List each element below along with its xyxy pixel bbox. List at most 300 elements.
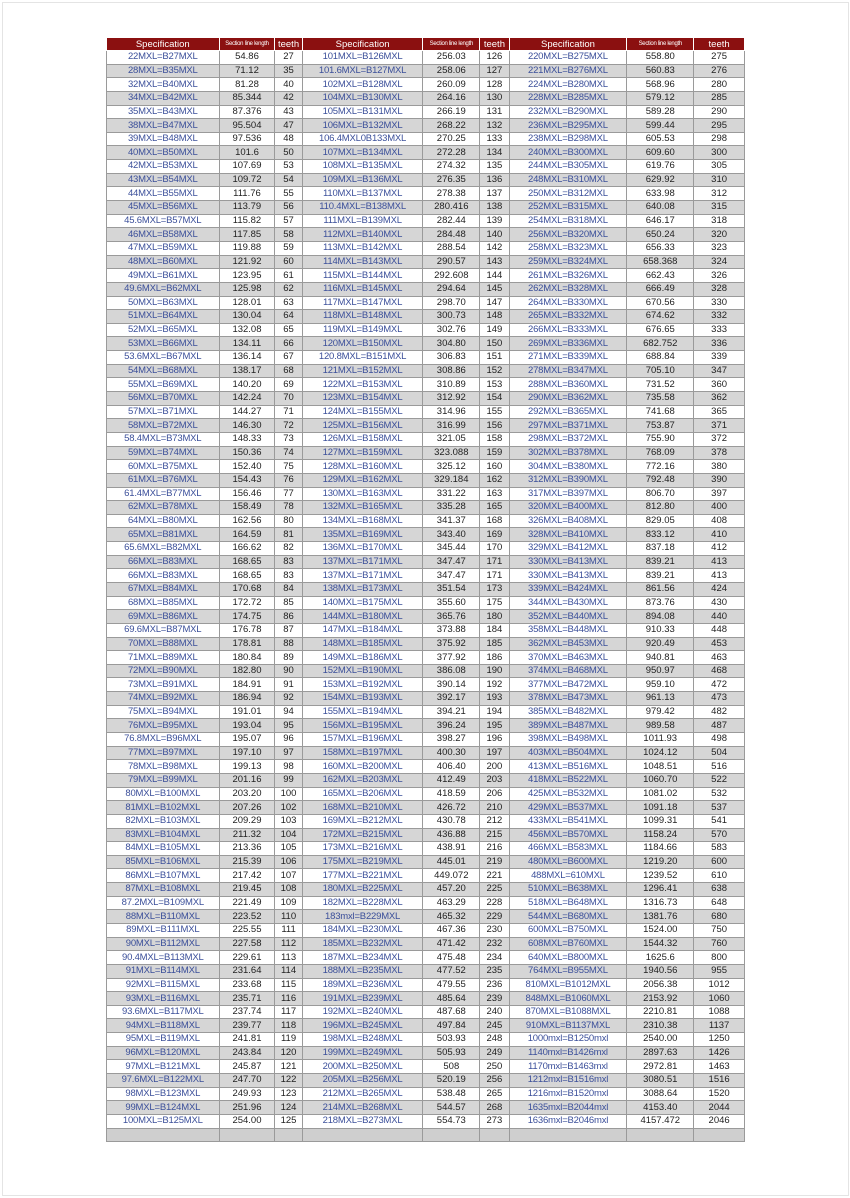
- table-row: [107, 405, 745, 419]
- table-row: [107, 746, 745, 760]
- length-cell: 144.27: [219, 405, 275, 419]
- table-row: [107, 924, 745, 938]
- teeth-cell: 638: [694, 883, 745, 897]
- spec-cell: 1216mxl=B1520mxl: [509, 1087, 627, 1101]
- length-cell: 430.78: [423, 814, 480, 828]
- teeth-cell: 119: [275, 1033, 302, 1047]
- teeth-cell: 203: [480, 773, 509, 787]
- spec-cell: 398MXL=B498MXL: [509, 733, 627, 747]
- teeth-cell: 152: [480, 364, 509, 378]
- spec-cell: 199MXL=B249MXL: [302, 1046, 423, 1060]
- length-cell: 278.38: [423, 187, 480, 201]
- spec-cell: 106.4MXL0B133MXL: [302, 132, 423, 146]
- length-cell: 221.49: [219, 896, 275, 910]
- spec-cell: 109MXL=B136MXL: [302, 173, 423, 187]
- teeth-cell: 143: [480, 255, 509, 269]
- spec-cell: 326MXL=B408MXL: [509, 514, 627, 528]
- teeth-cell: 59: [275, 241, 302, 255]
- table-row: [107, 569, 745, 583]
- spec-cell: 140MXL=B175MXL: [302, 596, 423, 610]
- length-cell: 217.42: [219, 869, 275, 883]
- table-row: [107, 842, 745, 856]
- teeth-cell: 135: [480, 160, 509, 174]
- spec-cell: 118MXL=B148MXL: [302, 310, 423, 324]
- length-cell: 290.57: [423, 255, 480, 269]
- spec-cell: 137MXL=B171MXL: [302, 555, 423, 569]
- spec-cell: 147MXL=B184MXL: [302, 623, 423, 637]
- length-cell: 172.72: [219, 596, 275, 610]
- length-cell: 1024.12: [627, 746, 694, 760]
- spec-cell: 81MXL=B102MXL: [107, 801, 220, 815]
- length-cell: 351.54: [423, 582, 480, 596]
- teeth-cell: 206: [480, 787, 509, 801]
- spec-cell: 352MXL=B440MXL: [509, 610, 627, 624]
- length-cell: 989.58: [627, 719, 694, 733]
- empty-row: [107, 1128, 745, 1142]
- teeth-cell: 487: [694, 719, 745, 733]
- length-cell: 258.06: [423, 64, 480, 78]
- spec-cell: 58MXL=B72MXL: [107, 419, 220, 433]
- teeth-cell: 68: [275, 364, 302, 378]
- teeth-cell: 240: [480, 1005, 509, 1019]
- teeth-cell: 275: [694, 51, 745, 65]
- length-cell: 4157.472: [627, 1114, 694, 1128]
- spec-cell: 157MXL=B196MXL: [302, 733, 423, 747]
- length-cell: 355.60: [423, 596, 480, 610]
- length-cell: 4153.40: [627, 1101, 694, 1115]
- spec-cell: 429MXL=B537MXL: [509, 801, 627, 815]
- table-row: [107, 460, 745, 474]
- teeth-cell: 498: [694, 733, 745, 747]
- teeth-cell: 280: [694, 78, 745, 92]
- teeth-cell: 248: [480, 1033, 509, 1047]
- teeth-cell: 105: [275, 842, 302, 856]
- spec-cell: 262MXL=B328MXL: [509, 282, 627, 296]
- spec-cell: 290MXL=B362MXL: [509, 392, 627, 406]
- table-row: [107, 869, 745, 883]
- spec-cell: 84MXL=B105MXL: [107, 842, 220, 856]
- spec-cell: 339MXL=B424MXL: [509, 582, 627, 596]
- teeth-cell: 140: [480, 228, 509, 242]
- length-cell: 487.68: [423, 1005, 480, 1019]
- length-cell: 201.16: [219, 773, 275, 787]
- teeth-cell: 760: [694, 937, 745, 951]
- teeth-cell: 380: [694, 460, 745, 474]
- teeth-cell: 107: [275, 869, 302, 883]
- spec-cell: 330MXL=B413MXL: [509, 569, 627, 583]
- spec-cell: 62MXL=B78MXL: [107, 501, 220, 515]
- spec-cell: 1170mxl=B1463mxl: [509, 1060, 627, 1074]
- teeth-cell: 390: [694, 473, 745, 487]
- spec-cell: 149MXL=B186MXL: [302, 651, 423, 665]
- spec-cell: 112MXL=B140MXL: [302, 228, 423, 242]
- teeth-cell: 318: [694, 214, 745, 228]
- length-cell: 109.72: [219, 173, 275, 187]
- spec-cell: 101.6MXL=B127MXL: [302, 64, 423, 78]
- spec-cell: 220MXL=B275MXL: [509, 51, 627, 65]
- spec-cell: 115MXL=B144MXL: [302, 269, 423, 283]
- teeth-cell: 273: [480, 1114, 509, 1128]
- teeth-cell: 504: [694, 746, 745, 760]
- length-cell: 335.28: [423, 501, 480, 515]
- teeth-cell: 92: [275, 692, 302, 706]
- teeth-cell: 256: [480, 1074, 509, 1088]
- spec-cell: 137MXL=B171MXL: [302, 569, 423, 583]
- teeth-cell: 114: [275, 964, 302, 978]
- teeth-cell: 184: [480, 623, 509, 637]
- spec-cell: 192MXL=B240MXL: [302, 1005, 423, 1019]
- spec-cell: 106MXL=B132MXL: [302, 119, 423, 133]
- length-cell: 316.99: [423, 419, 480, 433]
- teeth-cell: 131: [480, 105, 509, 119]
- table-row: [107, 160, 745, 174]
- length-cell: 166.62: [219, 542, 275, 556]
- table-row: [107, 1033, 745, 1047]
- teeth-cell: 75: [275, 460, 302, 474]
- length-cell: 633.98: [627, 187, 694, 201]
- table-row: [107, 310, 745, 324]
- spec-cell: 177MXL=B221MXL: [302, 869, 423, 883]
- length-cell: 436.88: [423, 828, 480, 842]
- table-row: [107, 855, 745, 869]
- length-cell: 314.96: [423, 405, 480, 419]
- spec-cell: 93.6MXL=B117MXL: [107, 1005, 220, 1019]
- spec-cell: 297MXL=B371MXL: [509, 419, 627, 433]
- spec-cell: 93MXL=B116MXL: [107, 992, 220, 1006]
- length-cell: 272.28: [423, 146, 480, 160]
- spec-cell: 608MXL=B760MXL: [509, 937, 627, 951]
- teeth-cell: 397: [694, 487, 745, 501]
- length-cell: 251.96: [219, 1101, 275, 1115]
- spec-cell: 185MXL=B232MXL: [302, 937, 423, 951]
- spec-cell: 191MXL=B239MXL: [302, 992, 423, 1006]
- spec-cell: 92MXL=B115MXL: [107, 978, 220, 992]
- teeth-cell: 800: [694, 951, 745, 965]
- teeth-cell: 522: [694, 773, 745, 787]
- empty-cell: [509, 1128, 627, 1142]
- spec-cell: 90MXL=B112MXL: [107, 937, 220, 951]
- table-row: [107, 446, 745, 460]
- teeth-cell: 94: [275, 705, 302, 719]
- length-cell: 111.76: [219, 187, 275, 201]
- teeth-cell: 61: [275, 269, 302, 283]
- teeth-cell: 1516: [694, 1074, 745, 1088]
- length-cell: 292.608: [423, 269, 480, 283]
- teeth-cell: 680: [694, 910, 745, 924]
- spec-cell: 117MXL=B147MXL: [302, 296, 423, 310]
- length-cell: 812.80: [627, 501, 694, 515]
- teeth-cell: 225: [480, 883, 509, 897]
- length-cell: 392.17: [423, 692, 480, 706]
- teeth-cell: 408: [694, 514, 745, 528]
- table-row: [107, 146, 745, 160]
- table-row: [107, 473, 745, 487]
- teeth-cell: 171: [480, 569, 509, 583]
- teeth-cell: 173: [480, 582, 509, 596]
- teeth-cell: 400: [694, 501, 745, 515]
- teeth-cell: 151: [480, 351, 509, 365]
- length-cell: 508: [423, 1060, 480, 1074]
- length-cell: 343.40: [423, 528, 480, 542]
- length-cell: 347.47: [423, 569, 480, 583]
- teeth-cell: 310: [694, 173, 745, 187]
- teeth-cell: 60: [275, 255, 302, 269]
- spec-cell: 269MXL=B336MXL: [509, 337, 627, 351]
- length-cell: 288.54: [423, 241, 480, 255]
- teeth-cell: 125: [275, 1114, 302, 1128]
- spec-cell: 85MXL=B106MXL: [107, 855, 220, 869]
- length-cell: 475.48: [423, 951, 480, 965]
- spec-cell: 232MXL=B290MXL: [509, 105, 627, 119]
- length-cell: 331.22: [423, 487, 480, 501]
- teeth-cell: 482: [694, 705, 745, 719]
- length-cell: 304.80: [423, 337, 480, 351]
- spec-cell: 53MXL=B66MXL: [107, 337, 220, 351]
- teeth-cell: 290: [694, 105, 745, 119]
- length-cell: 174.75: [219, 610, 275, 624]
- length-cell: 193.04: [219, 719, 275, 733]
- spec-cell: 66MXL=B83MXL: [107, 569, 220, 583]
- teeth-cell: 324: [694, 255, 745, 269]
- length-cell: 2540.00: [627, 1033, 694, 1047]
- teeth-cell: 532: [694, 787, 745, 801]
- spec-cell: 244MXL=B305MXL: [509, 160, 627, 174]
- teeth-cell: 360: [694, 378, 745, 392]
- table-row: [107, 1087, 745, 1101]
- spec-cell: 45.6MXL=B57MXL: [107, 214, 220, 228]
- spec-cell: 113MXL=B142MXL: [302, 241, 423, 255]
- spec-cell: 205MXL=B256MXL: [302, 1074, 423, 1088]
- table-row: [107, 651, 745, 665]
- teeth-cell: 42: [275, 91, 302, 105]
- length-cell: 306.83: [423, 351, 480, 365]
- length-cell: 1381.76: [627, 910, 694, 924]
- spec-cell: 175MXL=B219MXL: [302, 855, 423, 869]
- length-cell: 400.30: [423, 746, 480, 760]
- spec-cell: 328MXL=B410MXL: [509, 528, 627, 542]
- length-cell: 640.08: [627, 201, 694, 215]
- teeth-cell: 77: [275, 487, 302, 501]
- teeth-cell: 109: [275, 896, 302, 910]
- spec-cell: 224MXL=B280MXL: [509, 78, 627, 92]
- spec-cell: 370MXL=B463MXL: [509, 651, 627, 665]
- teeth-cell: 138: [480, 201, 509, 215]
- table-row: [107, 78, 745, 92]
- length-cell: 1060.70: [627, 773, 694, 787]
- spec-cell: 125MXL=B156MXL: [302, 419, 423, 433]
- spec-cell: 135MXL=B169MXL: [302, 528, 423, 542]
- teeth-cell: 80: [275, 514, 302, 528]
- spec-cell: 35MXL=B43MXL: [107, 105, 220, 119]
- teeth-cell: 56: [275, 201, 302, 215]
- spec-cell: 95MXL=B119MXL: [107, 1033, 220, 1047]
- spec-cell: 196MXL=B245MXL: [302, 1019, 423, 1033]
- length-cell: 735.58: [627, 392, 694, 406]
- spec-cell: 138MXL=B173MXL: [302, 582, 423, 596]
- spec-cell: 59MXL=B74MXL: [107, 446, 220, 460]
- length-cell: 329.184: [423, 473, 480, 487]
- teeth-cell: 362: [694, 392, 745, 406]
- col-header-specification: Specification: [509, 38, 627, 51]
- length-cell: 215.39: [219, 855, 275, 869]
- length-cell: 731.52: [627, 378, 694, 392]
- spec-cell: 600MXL=B750MXL: [509, 924, 627, 938]
- spec-cell: 156MXL=B195MXL: [302, 719, 423, 733]
- teeth-cell: 112: [275, 937, 302, 951]
- spec-cell: 155MXL=B194MXL: [302, 705, 423, 719]
- length-cell: 197.10: [219, 746, 275, 760]
- length-cell: 209.29: [219, 814, 275, 828]
- length-cell: 477.52: [423, 964, 480, 978]
- spec-cell: 120.8MXL=B151MXL: [302, 351, 423, 365]
- length-cell: 670.56: [627, 296, 694, 310]
- teeth-cell: 160: [480, 460, 509, 474]
- teeth-cell: 180: [480, 610, 509, 624]
- spec-cell: 312MXL=B390MXL: [509, 473, 627, 487]
- length-cell: 81.28: [219, 78, 275, 92]
- length-cell: 961.13: [627, 692, 694, 706]
- teeth-cell: 229: [480, 910, 509, 924]
- spec-cell: 122MXL=B153MXL: [302, 378, 423, 392]
- length-cell: 325.12: [423, 460, 480, 474]
- teeth-cell: 74: [275, 446, 302, 460]
- teeth-cell: 122: [275, 1074, 302, 1088]
- teeth-cell: 53: [275, 160, 302, 174]
- length-cell: 132.08: [219, 323, 275, 337]
- spec-cell: 80MXL=B100MXL: [107, 787, 220, 801]
- spec-cell: 51MXL=B64MXL: [107, 310, 220, 324]
- length-cell: 138.17: [219, 364, 275, 378]
- teeth-cell: 234: [480, 951, 509, 965]
- spec-cell: 89MXL=B111MXL: [107, 924, 220, 938]
- teeth-cell: 1088: [694, 1005, 745, 1019]
- length-cell: 579.12: [627, 91, 694, 105]
- spec-cell: 91MXL=B114MXL: [107, 964, 220, 978]
- spec-cell: 261MXL=B326MXL: [509, 269, 627, 283]
- spec-cell: 72MXL=B90MXL: [107, 664, 220, 678]
- spec-cell: 87MXL=B108MXL: [107, 883, 220, 897]
- spec-cell: 108MXL=B135MXL: [302, 160, 423, 174]
- length-cell: 229.61: [219, 951, 275, 965]
- teeth-cell: 610: [694, 869, 745, 883]
- length-cell: 254.00: [219, 1114, 275, 1128]
- teeth-cell: 424: [694, 582, 745, 596]
- length-cell: 485.64: [423, 992, 480, 1006]
- teeth-cell: 315: [694, 201, 745, 215]
- teeth-cell: 1426: [694, 1046, 745, 1060]
- length-cell: 449.072: [423, 869, 480, 883]
- spec-cell: 88MXL=B110MXL: [107, 910, 220, 924]
- length-cell: 438.91: [423, 842, 480, 856]
- teeth-cell: 43: [275, 105, 302, 119]
- length-cell: 95.504: [219, 119, 275, 133]
- teeth-cell: 1463: [694, 1060, 745, 1074]
- col-header-teeth: teeth: [694, 38, 745, 51]
- teeth-cell: 190: [480, 664, 509, 678]
- length-cell: 245.87: [219, 1060, 275, 1074]
- table-row: [107, 801, 745, 815]
- teeth-cell: 336: [694, 337, 745, 351]
- spec-cell: 374MXL=B468MXL: [509, 664, 627, 678]
- empty-cell: [627, 1128, 694, 1142]
- teeth-cell: 73: [275, 432, 302, 446]
- length-cell: 85.344: [219, 91, 275, 105]
- spec-cell: 46MXL=B58MXL: [107, 228, 220, 242]
- length-cell: 184.91: [219, 678, 275, 692]
- teeth-cell: 87: [275, 623, 302, 637]
- teeth-cell: 210: [480, 801, 509, 815]
- length-cell: 164.59: [219, 528, 275, 542]
- length-cell: 154.43: [219, 473, 275, 487]
- table-row: [107, 582, 745, 596]
- spec-cell: 236MXL=B295MXL: [509, 119, 627, 133]
- teeth-cell: 300: [694, 146, 745, 160]
- teeth-cell: 102: [275, 801, 302, 815]
- spec-cell: 264MXL=B330MXL: [509, 296, 627, 310]
- table-row: [107, 896, 745, 910]
- length-cell: 239.77: [219, 1019, 275, 1033]
- teeth-cell: 104: [275, 828, 302, 842]
- table-row: [107, 596, 745, 610]
- teeth-cell: 472: [694, 678, 745, 692]
- spec-cell: 83MXL=B104MXL: [107, 828, 220, 842]
- teeth-cell: 285: [694, 91, 745, 105]
- length-cell: 1296.41: [627, 883, 694, 897]
- spec-cell: 240MXL=B300MXL: [509, 146, 627, 160]
- length-cell: 940.81: [627, 651, 694, 665]
- table-row: [107, 1046, 745, 1060]
- table-row: [107, 419, 745, 433]
- teeth-cell: 110: [275, 910, 302, 924]
- col-header-section-line-length: Section line length: [423, 38, 480, 51]
- length-cell: 321.05: [423, 432, 480, 446]
- length-cell: 755.90: [627, 432, 694, 446]
- teeth-cell: 113: [275, 951, 302, 965]
- length-cell: 1091.18: [627, 801, 694, 815]
- table-row: [107, 269, 745, 283]
- teeth-cell: 1137: [694, 1019, 745, 1033]
- spec-cell: 278MXL=B347MXL: [509, 364, 627, 378]
- length-cell: 227.58: [219, 937, 275, 951]
- length-cell: 666.49: [627, 282, 694, 296]
- length-cell: 398.27: [423, 733, 480, 747]
- spec-cell: 183mxl=B229MXL: [302, 910, 423, 924]
- teeth-cell: 78: [275, 501, 302, 515]
- length-cell: 284.48: [423, 228, 480, 242]
- table-row: [107, 883, 745, 897]
- length-cell: 54.86: [219, 51, 275, 65]
- teeth-cell: 96: [275, 733, 302, 747]
- teeth-cell: 139: [480, 214, 509, 228]
- length-cell: 656.33: [627, 241, 694, 255]
- spec-cell: 162MXL=B203MXL: [302, 773, 423, 787]
- spec-cell: 111MXL=B139MXL: [302, 214, 423, 228]
- length-cell: 753.87: [627, 419, 694, 433]
- length-cell: 792.48: [627, 473, 694, 487]
- teeth-cell: 124: [275, 1101, 302, 1115]
- length-cell: 426.72: [423, 801, 480, 815]
- teeth-cell: 48: [275, 132, 302, 146]
- teeth-cell: 453: [694, 637, 745, 651]
- length-cell: 264.16: [423, 91, 480, 105]
- length-cell: 170.68: [219, 582, 275, 596]
- teeth-cell: 66: [275, 337, 302, 351]
- teeth-cell: 516: [694, 760, 745, 774]
- table-row: [107, 91, 745, 105]
- length-cell: 203.20: [219, 787, 275, 801]
- spec-cell: 96MXL=B120MXL: [107, 1046, 220, 1060]
- header-row: [107, 38, 745, 51]
